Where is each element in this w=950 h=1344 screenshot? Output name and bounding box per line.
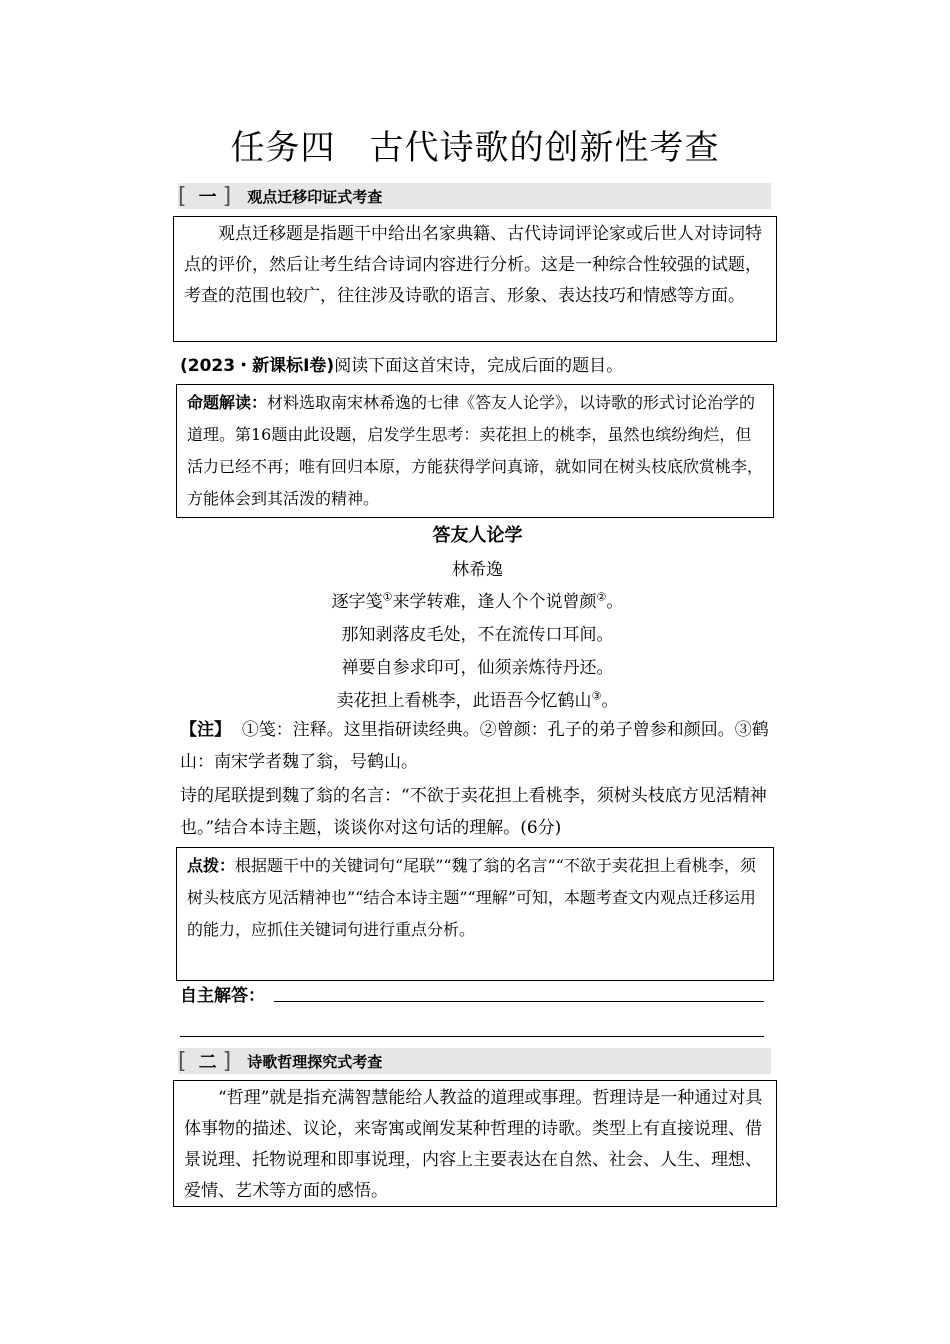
source-prefix: (2023・新课标Ⅰ卷)	[180, 356, 335, 376]
section-heading-1	[178, 183, 771, 209]
answer-label: 自主解答：	[180, 986, 265, 1006]
bracket-close: ]	[222, 183, 232, 209]
analysis-box	[176, 384, 774, 518]
question-text: 诗的尾联提到魏了翁的名言：“不欲于卖花担上看桃李，须树头枝底方见活精神也。”结合本诗主题，谈谈你对这句话的理解。(6分)	[180, 786, 767, 838]
section-number: 二	[198, 1052, 217, 1073]
poem-author: 林希逸	[452, 560, 503, 580]
hint-text: 根据题干中的关键词句“尾联”“魏了翁的名言”“不欲于卖花担上看桃李，须树头枝底方见活精神也”“结合本诗主题”“理解”可知，本题考查文内观点迁移运用的能力，应抓住关键词句进行重点分析。	[187, 856, 756, 939]
answer-line-1[interactable]	[274, 1001, 764, 1002]
analysis-label: 命题解读：	[187, 393, 268, 412]
bracket-close: ]	[222, 1048, 232, 1074]
source-text: 阅读下面这首宋诗，完成后面的题目。	[334, 356, 624, 376]
bracket-open: [	[178, 1048, 187, 1074]
hint-label: 点拨：	[187, 856, 236, 875]
poem-line-3: 禅要自参求印可，仙须亲炼待丹还。	[341, 658, 614, 678]
section-number: 一	[198, 187, 217, 208]
page-title	[0, 120, 950, 169]
notes	[180, 714, 775, 778]
footnote-marker: ①	[382, 590, 393, 604]
section-heading-2	[178, 1048, 771, 1074]
footnote-marker: ③	[591, 689, 602, 703]
section-label: 观点迁移印证式考查	[247, 187, 383, 206]
notes-text: ①笺：注释。这里指研读经典。②曾颜：孔子的弟子曾参和颜回。③鹤山：南宋学者魏了翁，号鹤山。	[180, 720, 769, 772]
footnote-marker: ②	[596, 590, 607, 604]
poem-line-2: 那知剥落皮毛处，不在流传口耳间。	[341, 625, 614, 645]
section-label: 诗歌哲理探究式考查	[247, 1052, 383, 1071]
intro-box-1: 观点迁移题是指题干中给出名家典籍、古代诗词评论家或后世人对诗词特点的评价，然后让考生结合诗词内容进行分析。这是一种综合性较强的试题，考查的范围也较广，往往涉及诗歌的语言、形象、表达技巧和情感等方面。	[173, 216, 777, 342]
analysis-text: 材料选取南宋林希逸的七律《答友人论学》，以诗歌的形式讨论治学的道理。第16题由此设题，启发学生思考：卖花担上的桃李，虽然也缤纷绚烂，但活力已经不再；唯有回归本原，方能获得学问真谛，就如同在树头枝底欣赏桃李，方能体会到其活泼的精神。	[187, 393, 764, 508]
source-line	[180, 350, 775, 382]
intro-box-2: “哲理”就是指充满智慧能给人教益的道理或事理。哲理诗是一种通过对具体事物的描述、议论，来寄寓或阐发某种哲理的诗歌。类型上有直接说理、借景说理、托物说理和即事说理，内容上主要表达在自然、社会、人生、理想、爱情、艺术等方面的感悟。	[173, 1080, 777, 1207]
title-part1: 任务四	[230, 128, 336, 168]
poem-line-1: 逐字笺①来学转难，逢人个个说曾颜②。	[331, 590, 624, 612]
title-part2: 古代诗歌的创新性考查	[369, 128, 720, 168]
notes-label: 【注】	[180, 720, 231, 740]
hint-box	[176, 847, 774, 981]
poem-line-4: 卖花担上看桃李，此语吾今忆鹤山③。	[336, 689, 619, 711]
answer-line-2[interactable]	[180, 1036, 764, 1037]
poem-title: 答友人论学	[432, 525, 523, 546]
bracket-open: [	[178, 183, 187, 209]
